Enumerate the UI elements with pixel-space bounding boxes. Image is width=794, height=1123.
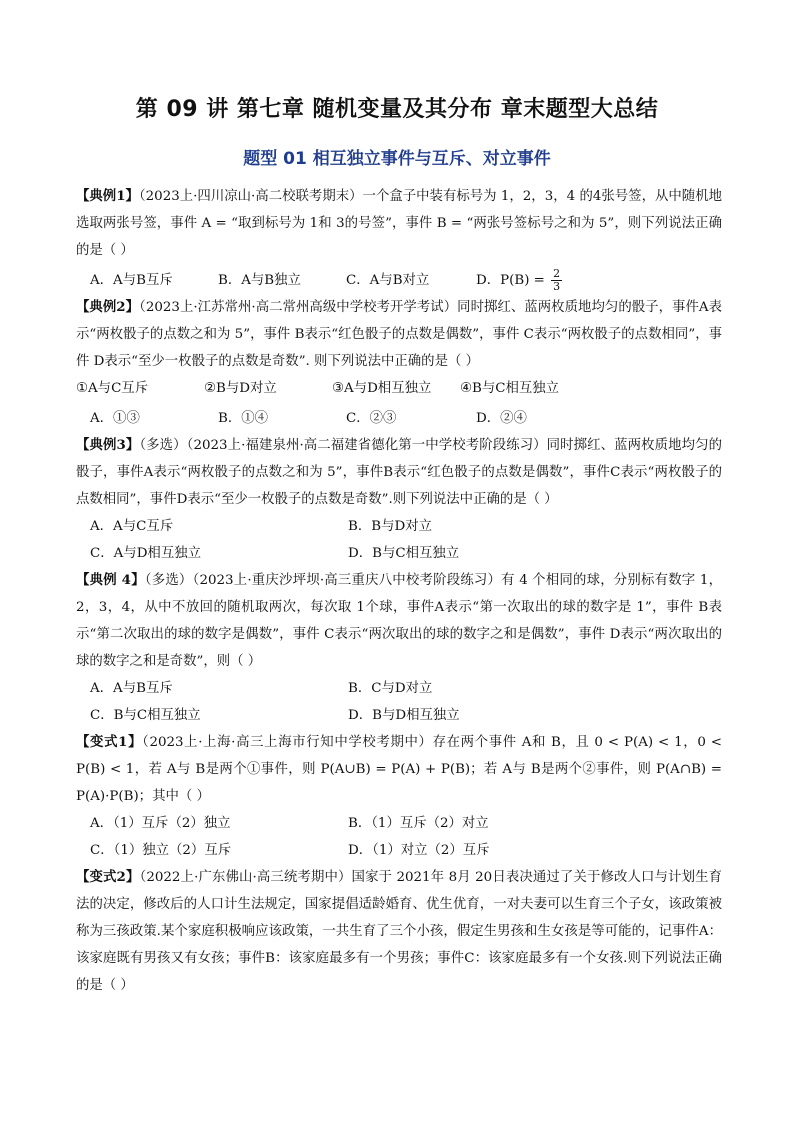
fraction-denominator: 3 — [553, 280, 561, 293]
example-2-statement-4: ④B与C相互独立 — [460, 381, 560, 396]
fraction-numerator: 2 — [553, 267, 561, 280]
example-4-option-a: A．A与B互斥 — [90, 681, 173, 696]
example-4-text: （多选）（2023上·重庆沙坪坝·高三重庆八中校考阶段练习）有 4 个相同的球，分别标有数字 1，2，3，4，从中不放回的随机取两次，每次取 1个球，事件A表示“第一次取出的球的数字是 1”，事件 B表示“第二次取出的球的数字是偶数”，事件 C表示“两次取出的球的数字之和是偶数”，事件 D表示“两次取出的球的数字之和是奇数”，则（ ） — [76, 573, 723, 669]
variant-1-question — [76, 729, 722, 810]
example-2-statement-1: ①A与C互斥 — [76, 381, 149, 396]
variant-1-option-c: C．（1）独立（2）互斥 — [90, 843, 232, 858]
example-2-option-b: B．①④ — [218, 411, 269, 426]
example-3-option-d: D．B与C相互独立 — [348, 546, 460, 561]
example-2-statement-3: ③A与D相互独立 — [332, 381, 432, 396]
example-3-option-b: B．B与D对立 — [348, 519, 432, 534]
example-4-question — [76, 567, 722, 675]
example-3-option-a: A．A与C互斥 — [90, 519, 174, 534]
example-3-question — [76, 432, 722, 513]
section-subtitle: 题型 01 相互独立事件与互斥、对立事件 — [243, 149, 551, 169]
variant-1-tag: 【变式1】 — [76, 734, 143, 750]
fraction — [551, 268, 562, 293]
example-2-options — [76, 405, 722, 432]
example-2-statement-2: ②B与D对立 — [204, 381, 277, 396]
example-1-text: （2023上·四川凉山·高二校联考期末）一个盒子中装有标号为 1，2，3，4 的4张号签，从中随机地选取两张号签，事件 A = “取到标号为 1和 3的号签”，事件 B = “两张号签标号之和为 5”，则下列说法正确的是（ ） — [76, 189, 722, 258]
example-1-option-a: A．A与B互斥 — [90, 273, 173, 288]
example-4-option-b: B．C与D对立 — [348, 681, 433, 696]
example-2-option-d: D．②④ — [476, 411, 527, 426]
variant-2-question — [76, 864, 722, 999]
example-4-tag: 【典例 4】 — [76, 572, 145, 588]
example-3-options — [76, 513, 722, 567]
example-2-option-a: A．①③ — [90, 411, 140, 426]
example-4-option-d: D．B与D相互独立 — [348, 708, 460, 723]
variant-1-option-a: A．（1）互斥（2）独立 — [90, 816, 231, 831]
variant-1-options — [76, 810, 722, 864]
example-1-option-d — [476, 267, 604, 294]
example-3-text: （多选）（2023上·福建泉州·高二福建省德化第一中学校考阶段练习）同时掷红、蓝两枚质地均匀的骰子，事件A表示“两枚骰子的点数之和为 5”，事件B表示“红色骰子的点数是偶数”，事件C表示“两枚骰子的点数相同”，事件D表示“至少一枚骰子的点数是奇数”.则下列说法中正确的是（ ） — [76, 438, 722, 507]
variant-2-tag: 【变式2】 — [76, 869, 140, 885]
variant-1-text: （2023上·上海·高三上海市行知中学校考期中）存在两个事件 A和 B，且 0 < P(A) < 1，0 < P(B) < 1，若 A与 B是两个①事件，则 P(A∪B) = P(A) + P(B)；若 A与 B是两个②事件，则 P(A∩B) = P(A)·P(B)；其中（ ） — [76, 735, 722, 804]
example-1-question — [76, 183, 722, 264]
example-2-text: （2023上·江苏常州·高二常州高级中学校考开学考试）同时掷红、蓝两枚质地均匀的骰子，事件A表示“两枚骰子的点数之和为 5”，事件 B表示“红色骰子的点数是偶数”，事件 C表示“两枚骰子的点数相同”，事件 D表示“至少一枚骰子的点数是奇数”. 则下列说法中正确的是（ ） — [76, 300, 722, 369]
variant-1-option-d: D．（1）对立（2）互斥 — [348, 843, 490, 858]
variant-1-option-b: B．（1）互斥（2）对立 — [348, 816, 489, 831]
variant-2-text: （2022上·广东佛山·高三统考期中）国家于 2021年 8月 20日表决通过了关于修改人口与计划生育法的决定，修改后的人口计生法规定，国家提倡适龄婚育、优生优育，一对夫妻可以生育三个子女，该政策被称为三孩政策.某个家庭积极响应该政策，一共生育了三个小孩，假定生男孩和生女孩是等可能的，记事件A：该家庭既有男孩又有女孩；事件B：该家庭最多有一个男孩；事件C：该家庭最多有一个女孩.则下列说法正确的是（ ） — [76, 870, 722, 993]
example-2-option-c: C．②③ — [346, 411, 397, 426]
example-2-tag: 【典例2】 — [76, 299, 140, 315]
example-4-option-c: C．B与C相互独立 — [90, 708, 201, 723]
example-2-question — [76, 294, 722, 375]
example-2-statements — [76, 375, 722, 402]
example-1-tag: 【典例1】 — [76, 188, 139, 204]
example-1-option-b: B．A与B独立 — [218, 273, 301, 288]
example-1-option-d-text: D．P(B) = — [476, 273, 550, 288]
example-3-option-c: C．A与D相互独立 — [90, 546, 201, 561]
example-1-options — [76, 267, 722, 294]
example-3-tag: 【典例3】 — [76, 437, 140, 453]
page-title: 第 09 讲 第七章 随机变量及其分布 章末题型大总结 — [135, 97, 659, 122]
example-4-options — [76, 675, 722, 729]
example-1-option-c: C．A与B对立 — [346, 273, 430, 288]
document-content — [76, 183, 722, 999]
